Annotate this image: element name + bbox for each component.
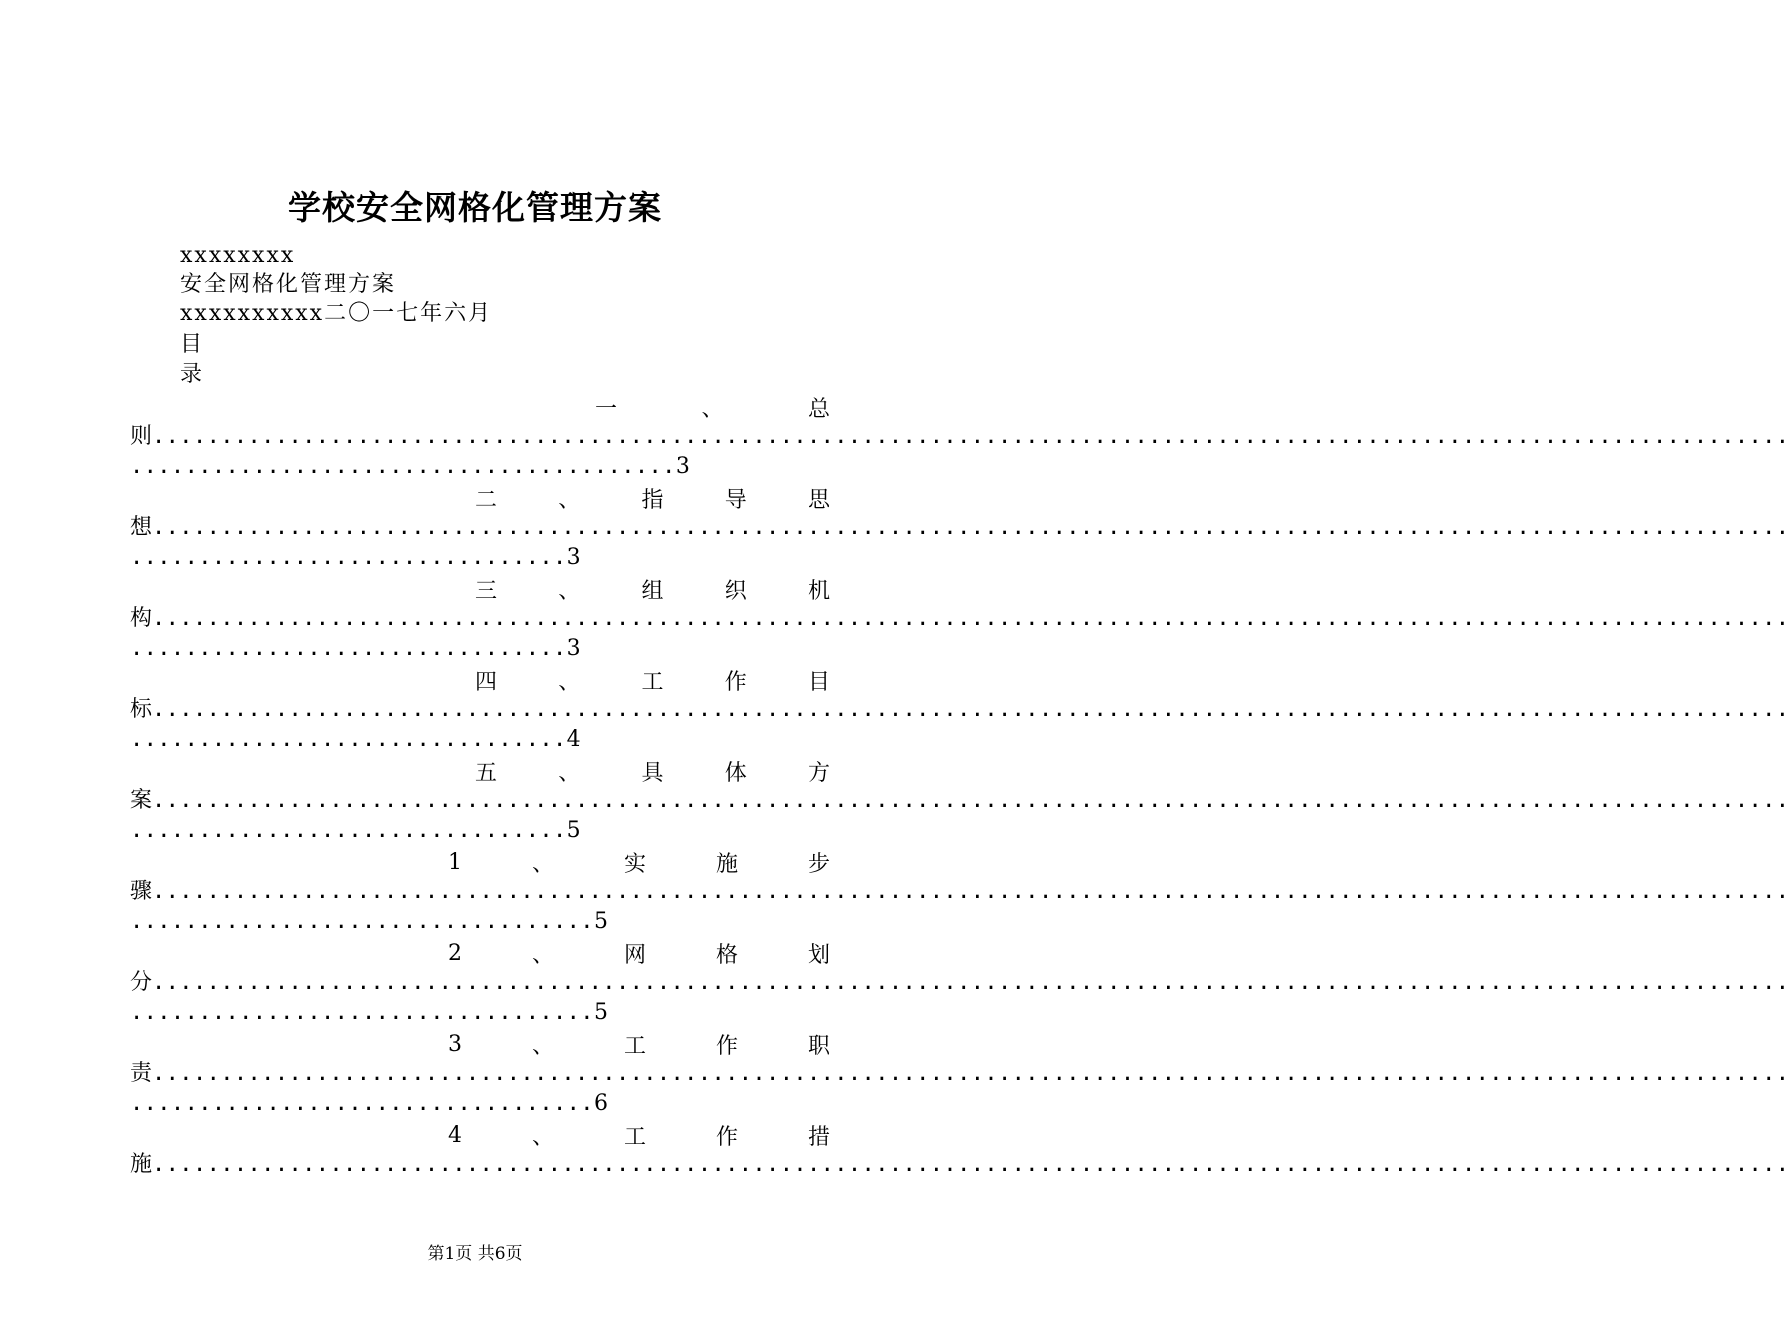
table-of-contents (130, 392, 1789, 1211)
toc-entry[interactable] (130, 483, 1789, 574)
toc-heading-char: 思 (807, 487, 830, 513)
toc-heading-char: 具 (641, 760, 664, 786)
toc-heading-char: 、 (558, 487, 581, 513)
toc-entry-heading (448, 1120, 830, 1150)
toc-heading-char: 工 (641, 669, 664, 695)
toc-entry[interactable] (130, 392, 1789, 483)
document-title: 学校安全网格化管理方案 (288, 188, 662, 227)
author-line: xxxxxxxx (180, 243, 296, 268)
toc-heading-char: 四 (475, 669, 498, 695)
toc-entry-heading (475, 756, 830, 786)
toc-entry-heading (448, 847, 830, 877)
page-footer: 第1页 共6页 (427, 1244, 523, 1264)
toc-heading-char: 4 (448, 1122, 462, 1148)
toc-page-number: 6 (593, 1091, 608, 1116)
toc-heading-char: 、 (701, 396, 724, 422)
toc-heading-char: 实 (623, 851, 646, 877)
toc-heading-char: 方 (807, 760, 830, 786)
toc-heading-char: 织 (724, 578, 747, 604)
toc-page-number: 4 (566, 727, 581, 752)
toc-entry-heading (475, 483, 830, 513)
toc-heading-char: 机 (807, 578, 830, 604)
toc-leader-line: 骤........................................................................................................................ (130, 879, 1789, 904)
toc-entry-heading (595, 392, 830, 422)
toc-entry[interactable] (130, 847, 1789, 938)
toc-leader-line: 分........................................................................................................................ (130, 970, 1789, 995)
toc-leader-line: ................................5 (130, 818, 581, 843)
toc-heading-char: 工 (623, 1033, 646, 1059)
toc-leader-line: 案........................................................................................................................ (130, 788, 1789, 813)
toc-entry[interactable] (130, 574, 1789, 665)
toc-heading-char: 、 (531, 1033, 554, 1059)
toc-leader-line: ................................3 (130, 545, 581, 570)
toc-heading-char: 、 (558, 669, 581, 695)
toc-entry-lead-char: 标 (130, 697, 153, 722)
toc-heading-char: 指 (641, 487, 664, 513)
toc-heading-char: 格 (715, 942, 738, 968)
toc-entry-heading (475, 665, 830, 695)
toc-entry-lead-char: 则 (130, 424, 153, 449)
toc-leader-line: 标........................................................................................................................ (130, 697, 1789, 722)
toc-heading-char: 一 (595, 396, 618, 422)
toc-heading-char: 措 (807, 1124, 830, 1150)
toc-entry-lead-char: 责 (130, 1061, 153, 1086)
toc-heading-char: 职 (807, 1033, 830, 1059)
toc-entry-lead-char: 构 (130, 606, 153, 631)
toc-entry-heading (475, 574, 830, 604)
toc-heading-char: 3 (448, 1031, 462, 1057)
toc-heading-char: 、 (558, 578, 581, 604)
toc-heading-char: 、 (531, 942, 554, 968)
toc-heading-char: 五 (475, 760, 498, 786)
toc-heading-char: 组 (641, 578, 664, 604)
toc-heading-char: 、 (531, 1124, 554, 1150)
toc-heading-char: 作 (715, 1124, 738, 1150)
toc-page-number: 5 (593, 1000, 608, 1025)
toc-page-number: 5 (593, 909, 608, 934)
toc-heading-char: 总 (807, 396, 830, 422)
toc-leader-line: ..................................5 (130, 1000, 608, 1025)
toc-page-number: 5 (566, 818, 581, 843)
toc-entry[interactable] (130, 756, 1789, 847)
toc-entry-lead-char: 分 (130, 970, 153, 995)
toc-heading-char: 三 (475, 578, 498, 604)
toc-heading-char: 工 (623, 1124, 646, 1150)
toc-leader-line: ..................................5 (130, 909, 608, 934)
toc-heading-char: 2 (448, 940, 462, 966)
toc-heading-lu: 录 (180, 362, 205, 387)
toc-leader-line: 构........................................................................................................................ (130, 606, 1789, 631)
toc-entry[interactable] (130, 1120, 1789, 1211)
toc-entry[interactable] (130, 1029, 1789, 1120)
toc-heading-char: 二 (475, 487, 498, 513)
toc-entry-heading (448, 1029, 830, 1059)
toc-heading-char: 作 (715, 1033, 738, 1059)
toc-page-number: 3 (566, 636, 581, 661)
toc-leader-line: 施........................................................................................................................ (130, 1152, 1789, 1177)
toc-entry-heading (448, 938, 830, 968)
toc-leader-line: ..................................6 (130, 1091, 608, 1116)
toc-entry[interactable] (130, 665, 1789, 756)
toc-leader-line: ........................................3 (130, 454, 690, 479)
toc-leader-line: ................................4 (130, 727, 581, 752)
toc-entry-lead-char: 想 (130, 515, 153, 540)
toc-leader-line: ................................3 (130, 636, 581, 661)
toc-heading-char: 作 (724, 669, 747, 695)
subtitle-line: 安全网格化管理方案 (180, 272, 397, 297)
toc-heading-mu: 目 (180, 332, 205, 357)
toc-entry[interactable] (130, 938, 1789, 1029)
toc-heading-char: 、 (531, 851, 554, 877)
toc-heading-char: 网 (623, 942, 646, 968)
toc-heading-char: 、 (558, 760, 581, 786)
toc-page-number: 3 (675, 454, 690, 479)
toc-leader-line: 责........................................................................................................................ (130, 1061, 1789, 1086)
toc-heading-char: 导 (724, 487, 747, 513)
toc-leader-line: 则........................................................................................................................ (130, 424, 1789, 449)
toc-page-number: 3 (566, 545, 581, 570)
toc-heading-char: 1 (448, 849, 462, 875)
toc-entry-lead-char: 案 (130, 788, 153, 813)
toc-heading-char: 划 (807, 942, 830, 968)
toc-leader-line: 想........................................................................................................................ (130, 515, 1789, 540)
toc-heading-char: 步 (807, 851, 830, 877)
toc-heading-char: 目 (807, 669, 830, 695)
toc-heading-char: 体 (724, 760, 747, 786)
toc-entry-lead-char: 施 (130, 1152, 153, 1177)
toc-heading-char: 施 (715, 851, 738, 877)
date-line: xxxxxxxxxx二〇一七年六月 (180, 301, 493, 326)
toc-entry-lead-char: 骤 (130, 879, 153, 904)
